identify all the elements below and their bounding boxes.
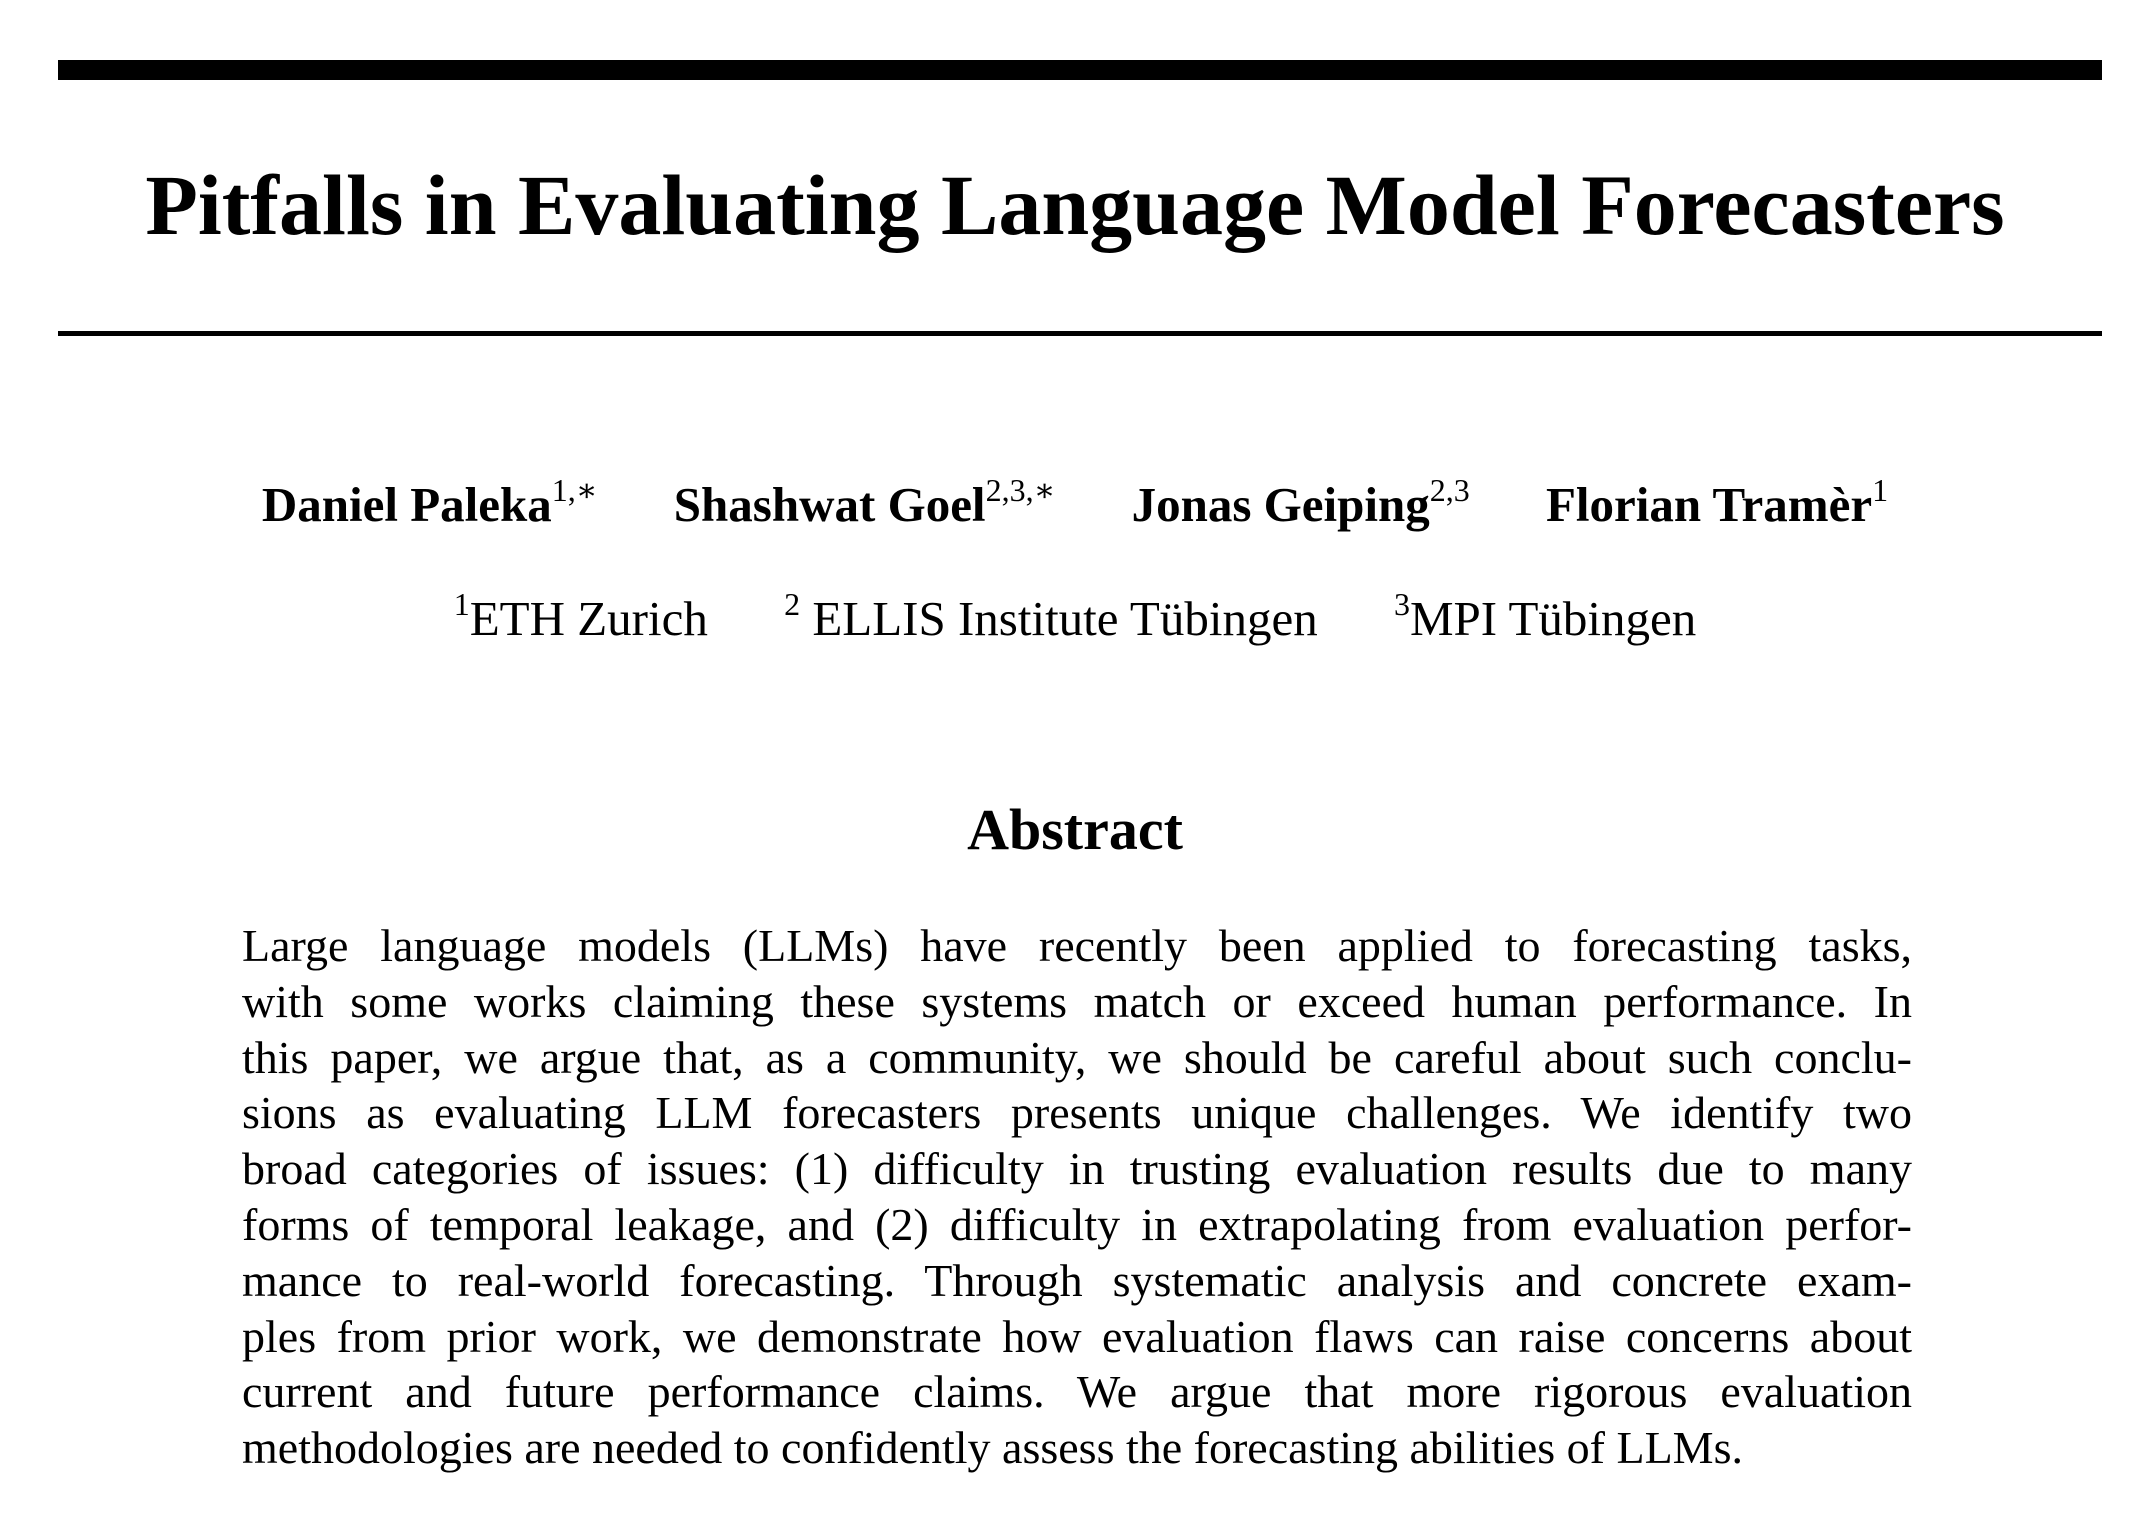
abstract-line: this paper, we argue that, as a community, we should be careful about such conclu- [242, 1031, 1912, 1083]
affiliation-name: MPI Tübingen [1409, 591, 1697, 646]
abstract-body [242, 918, 1912, 1476]
abstract-line: ples from prior work, we demonstrate how evaluation flaws can raise concerns about [242, 1310, 1912, 1362]
abstract-line: current and future performance claims. We argue that more rigorous evaluation [242, 1366, 1912, 1418]
affiliation-list [0, 584, 2150, 654]
affiliation [454, 584, 708, 654]
abstract-line: Large language models (LLMs) have recently been applied to forecasting tasks, [242, 920, 1912, 971]
paper-title: Pitfalls in Evaluating Language Model Forecasters [145, 157, 2005, 253]
abstract-line: broad categories of issues: (1) difficulty in trusting evaluation results due to many [242, 1143, 1912, 1195]
affiliation-mark: 2 [784, 586, 801, 622]
author-affiliation-marks: 2,3 [1429, 472, 1470, 508]
affiliation [784, 584, 1318, 654]
title-bottom-rule [58, 331, 2102, 336]
author-name: Jonas Geiping [1131, 477, 1430, 532]
author [1546, 470, 1888, 540]
abstract-line: mance to real-world forecasting. Through systematic analysis and concrete exam- [242, 1254, 1912, 1306]
author-list [0, 470, 2150, 540]
author-name: Daniel Paleka [261, 477, 552, 532]
affiliation-name: ETH Zurich [469, 591, 708, 646]
title-top-rule [58, 60, 2102, 80]
abstract-line: with some works claiming these systems match or exceed human performance. In [242, 975, 1912, 1027]
author [262, 470, 598, 540]
abstract-line: sions as evaluating LLM forecasters presents unique challenges. We identify two [242, 1087, 1912, 1139]
abstract-line: forms of temporal leakage, and (2) difficulty in extrapolating from evaluation perfor- [242, 1198, 1912, 1250]
author-affiliation-marks: 1 [1872, 472, 1889, 508]
author-name: Shashwat Goel [673, 477, 986, 532]
author-affiliation-marks: 1,∗ [551, 472, 598, 508]
affiliation-name: ELLIS Institute Tübingen [800, 591, 1318, 646]
affiliation-mark: 1 [453, 586, 470, 622]
author [674, 470, 1056, 540]
author-affiliation-marks: 2,3,∗ [985, 472, 1056, 508]
affiliation [1394, 584, 1696, 654]
author [1132, 470, 1470, 540]
abstract-heading: Abstract [967, 797, 1183, 862]
abstract-line: methodologies are needed to confidently assess the forecasting abilities of LLMs. [242, 1422, 1743, 1474]
author-name: Florian Tramèr [1545, 477, 1873, 532]
affiliation-mark: 3 [1393, 586, 1410, 622]
